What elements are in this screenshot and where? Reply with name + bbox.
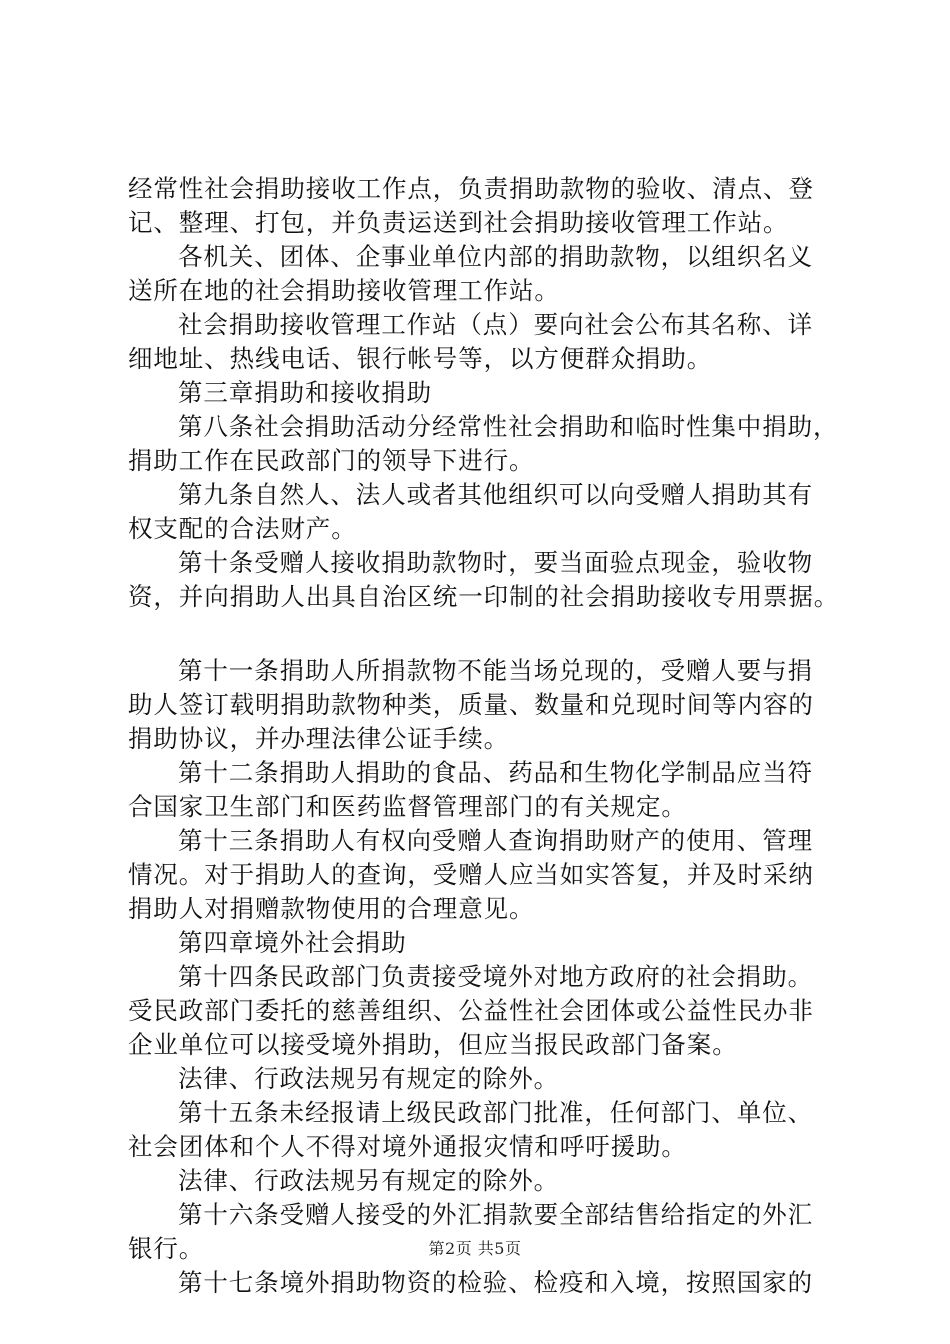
text-line: 捐助工作在民政部门的领导下进行。 [128,446,535,475]
text-line: 资，并向捐助人出具自治区统一印制的社会捐助接收专用票据。 [128,582,840,611]
text-line: 细地址、热线电话、银行帐号等，以方便群众捐助。 [128,344,713,373]
article-line: 第十条受赠人接收捐助款物时，要当面验点现金，验收物 [178,548,813,577]
document-body [128,172,840,1300]
article-line: 第十六条受赠人接受的外汇捐款要全部结售给指定的外汇 [178,1200,813,1229]
article-line: 第十四条民政部门负责接受境外对地方政府的社会捐助。 [178,962,813,991]
text-line: 捐助协议，并办理法律公证手续。 [128,724,509,753]
text-line: 企业单位可以接受境外捐助，但应当报民政部门备案。 [128,1030,738,1059]
article-line: 第九条自然人、法人或者其他组织可以向受赠人捐助其有 [178,480,813,509]
text-line: 银行。 [128,1234,205,1263]
paragraph-gap [128,614,836,654]
article-line: 第十三条捐助人有权向受赠人查询捐助财产的使用、管理 [178,826,813,855]
text-line: 经常性社会捐助接收工作点，负责捐助款物的验收、清点、登 [128,174,814,203]
text-line: 合国家卫生部门和医药监督管理部门的有关规定。 [128,792,687,821]
text-line: 记、整理、打包，并负责运送到社会捐助接收管理工作站。 [128,208,789,237]
text-line: 情况。对于捐助人的查询，受赠人应当如实答复，并及时采纳 [128,860,814,889]
text-line: 助人签订载明捐助款物种类，质量、数量和兑现时间等内容的 [128,690,814,719]
text-line: 社会团体和个人不得对境外通报灾情和呼吁援助。 [128,1132,687,1161]
article-line: 第十七条境外捐助物资的检验、检疫和入境，按照国家的 [178,1268,813,1297]
article-line: 第十二条捐助人捐助的食品、药品和生物化学制品应当符 [178,758,813,787]
chapter-heading: 第三章捐助和接收捐助 [178,378,432,407]
text-line: 捐助人对捐赠款物使用的合理意见。 [128,894,535,923]
text-line: 法律、行政法规另有规定的除外。 [178,1064,559,1093]
text-line: 受民政部门委托的慈善组织、公益性社会团体或公益性民办非 [128,996,814,1025]
text-line: 各机关、团体、企事业单位内部的捐助款物，以组织名义 [178,242,813,271]
article-line: 第十一条捐助人所捐款物不能当场兑现的，受赠人要与捐 [178,656,813,685]
text-line: 权支配的合法财产。 [128,514,357,543]
page-number-footer: 第2页 共5页 [428,1239,522,1258]
text-line: 社会捐助接收管理工作站（点）要向社会公布其名称、详 [178,310,813,339]
article-line: 第八条社会捐助活动分经常性社会捐助和临时性集中捐助， [178,412,839,441]
chapter-heading: 第四章境外社会捐助 [178,928,407,957]
text-line: 法律、行政法规另有规定的除外。 [178,1166,559,1195]
text-line: 送所在地的社会捐助接收管理工作站。 [128,276,560,305]
article-line: 第十五条未经报请上级民政部门批准，任何部门、单位、 [178,1098,813,1127]
